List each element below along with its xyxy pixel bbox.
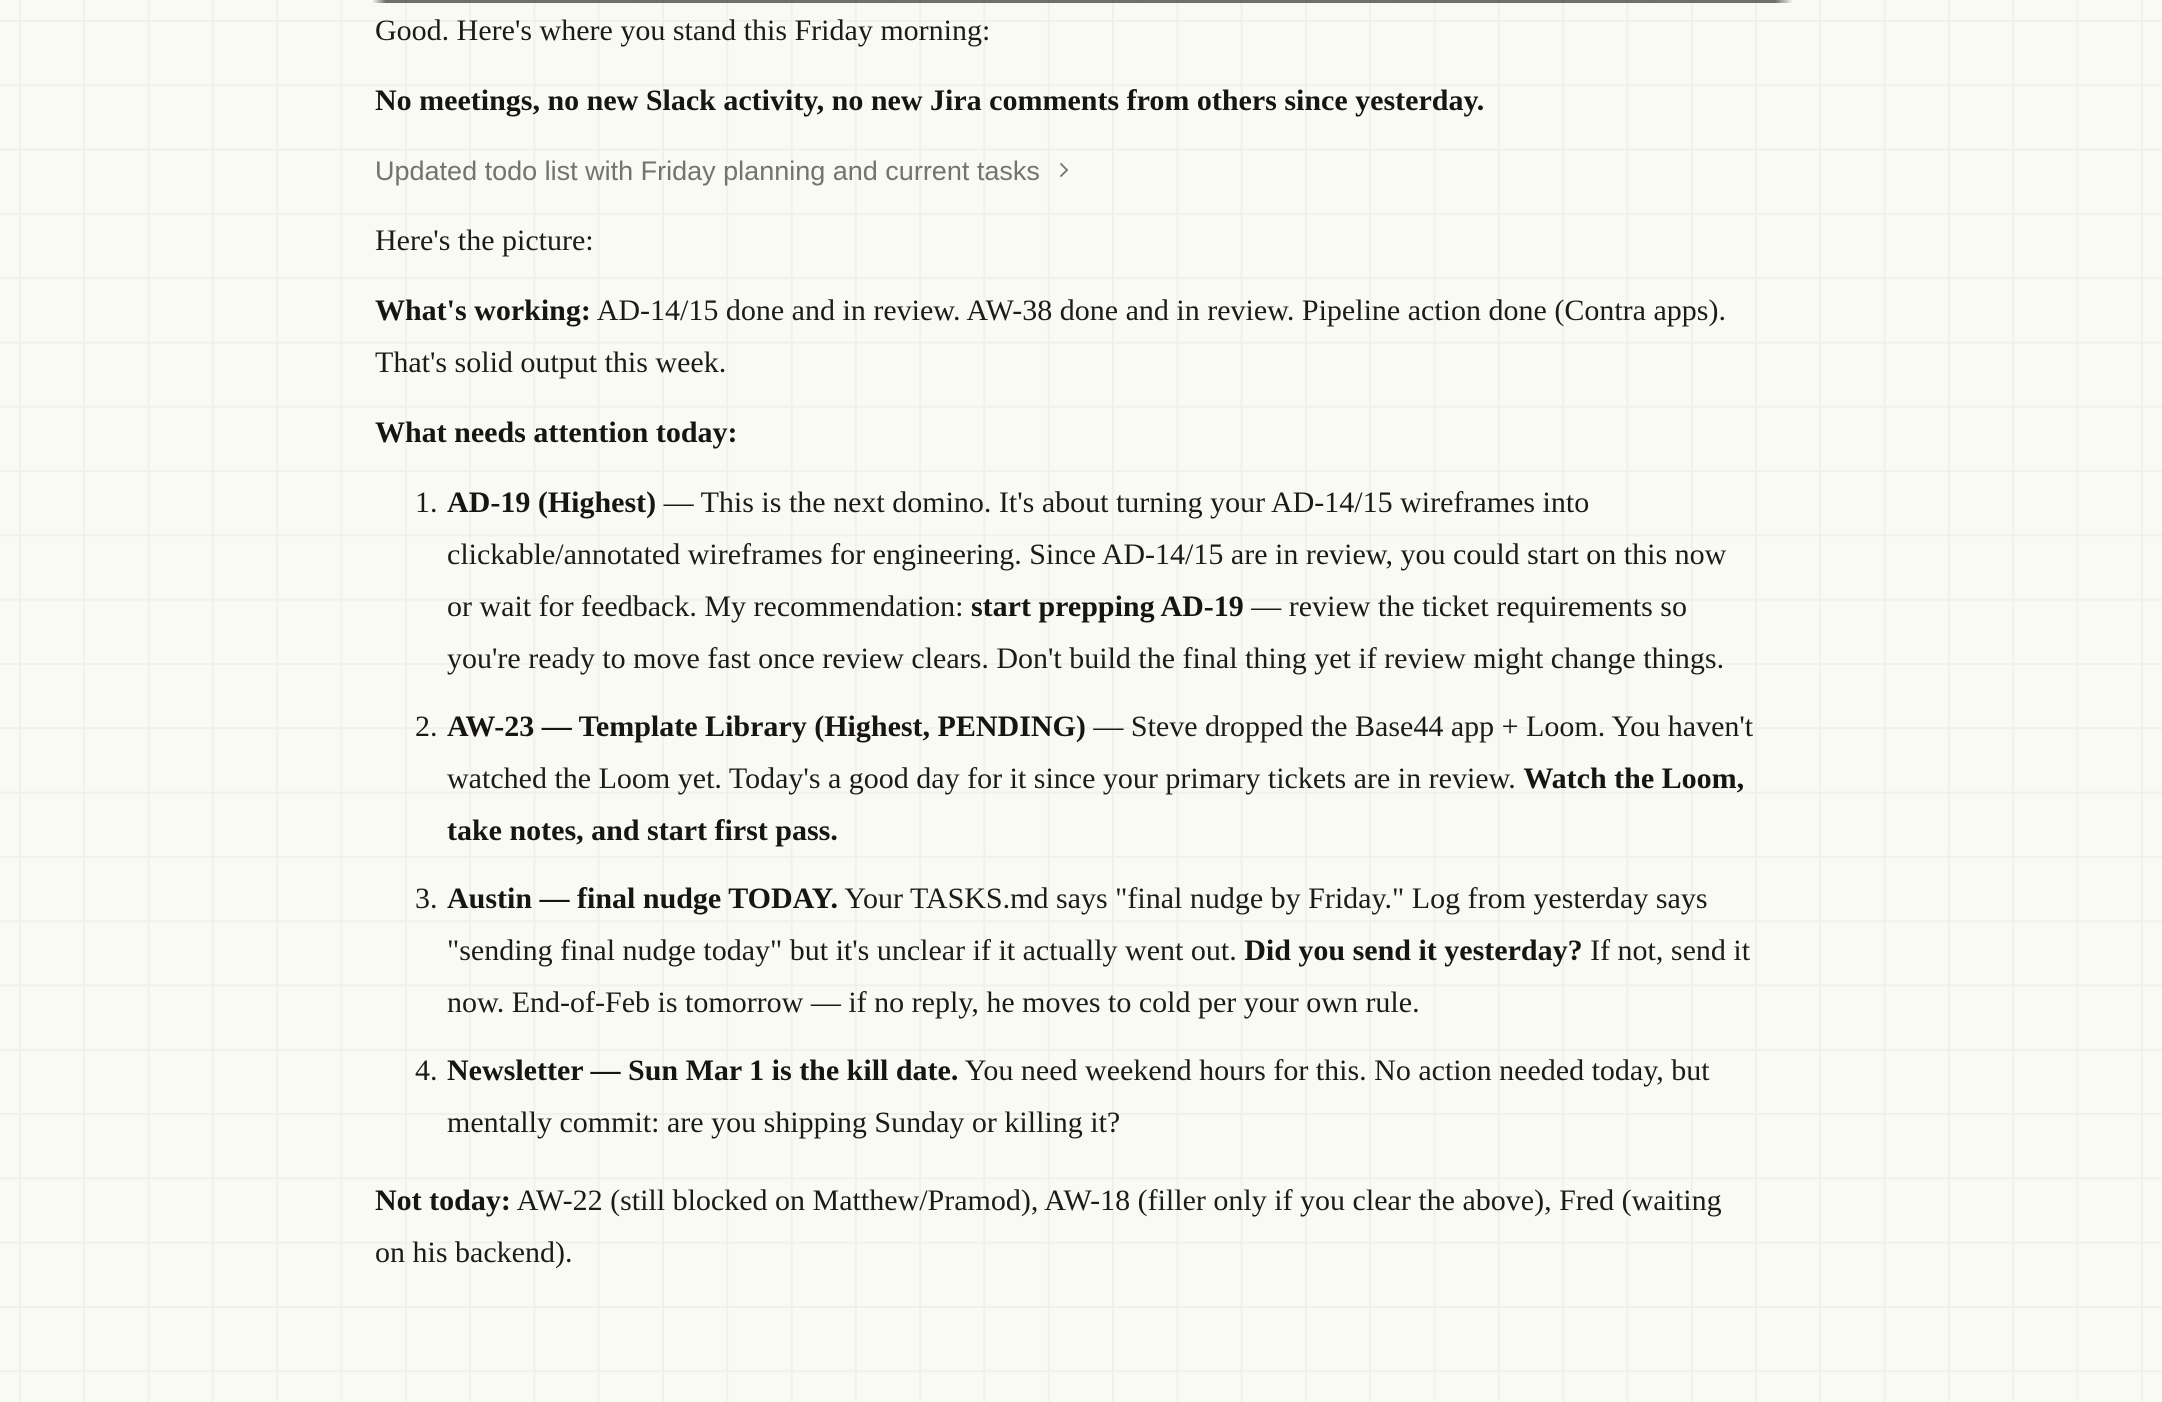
not-today-text: AW-22 (still blocked on Matthew/Pramod), AW-18 (filler only if you clear the above), Fred (waiting on his backend). bbox=[375, 1184, 1722, 1269]
list-item-run: Did you send it yesterday? bbox=[1244, 934, 1583, 967]
picture-paragraph bbox=[375, 215, 1757, 267]
list-item-run: — Steve dropped the Base44 app + Loom. You haven't watched the Loom yet. Today's a good day for it since your primary tickets are in review. bbox=[447, 710, 1754, 795]
picture-text: Here's the picture: bbox=[375, 224, 594, 257]
list-item-run: AD-19 (Highest) bbox=[447, 486, 657, 519]
attention-heading-text: What needs attention today: bbox=[375, 416, 738, 449]
tool-call-summary-label: Updated todo list with Friday planning and current tasks bbox=[375, 156, 1040, 186]
whats-working-text: AD-14/15 done and in review. AW-38 done and in review. Pipeline action done (Contra apps). That's solid output this week. bbox=[375, 294, 1726, 379]
whats-working-paragraph bbox=[375, 285, 1757, 389]
status-text: No meetings, no new Slack activity, no new Jira comments from others since yesterday. bbox=[375, 84, 1485, 117]
status-paragraph bbox=[375, 75, 1757, 127]
list-item-run: — review the ticket requirements so you're ready to move fast once review clears. Don't build the final thing yet if review might change things. bbox=[447, 590, 1725, 675]
list-item-run: Newsletter — Sun Mar 1 is the kill date. bbox=[447, 1054, 959, 1087]
intro-text: Good. Here's where you stand this Friday morning: bbox=[375, 14, 991, 47]
tool-call-summary[interactable] bbox=[375, 145, 1757, 197]
scrolled-off-block-bottom-edge bbox=[372, 0, 1793, 3]
not-today-label: Not today: bbox=[375, 1184, 511, 1217]
list-item-ad19 bbox=[445, 477, 1757, 685]
assistant-message bbox=[375, 5, 1757, 1297]
list-item-run: You need weekend hours for this. No action needed today, but mentally commit: are you shipping Sunday or killing it? bbox=[447, 1054, 1710, 1139]
list-item-run: — This is the next domino. It's about turning your AD-14/15 wireframes into clickable/annotated wireframes for engineering. Since AD-14/15 are in review, you could start on this now or wait for feedback. My recommendation: bbox=[447, 486, 1727, 623]
list-item-run: start prepping AD-19 bbox=[970, 590, 1244, 623]
list-item-run: Watch the Loom, take notes, and start first pass. bbox=[447, 762, 1745, 847]
list-item-run: AW-23 — Template Library (Highest, PENDING) bbox=[447, 710, 1086, 743]
list-item-aw23 bbox=[445, 701, 1757, 857]
intro-paragraph bbox=[375, 5, 1757, 57]
list-item-run: If not, send it now. End-of-Feb is tomorrow — if no reply, he moves to cold per your own rule. bbox=[447, 934, 1751, 1019]
not-today-paragraph bbox=[375, 1175, 1757, 1279]
whats-working-label: What's working: bbox=[375, 294, 591, 327]
list-item-run: Austin — final nudge TODAY. bbox=[447, 882, 838, 915]
list-item-newsletter bbox=[445, 1045, 1757, 1149]
chevron-right-icon bbox=[1054, 145, 1074, 197]
list-item-austin bbox=[445, 873, 1757, 1029]
attention-heading bbox=[375, 407, 1757, 459]
attention-list bbox=[375, 477, 1757, 1149]
list-item-run: Your TASKS.md says "final nudge by Friday." Log from yesterday says "sending final nudge today" but it's unclear if it actually went out. bbox=[447, 882, 1708, 967]
